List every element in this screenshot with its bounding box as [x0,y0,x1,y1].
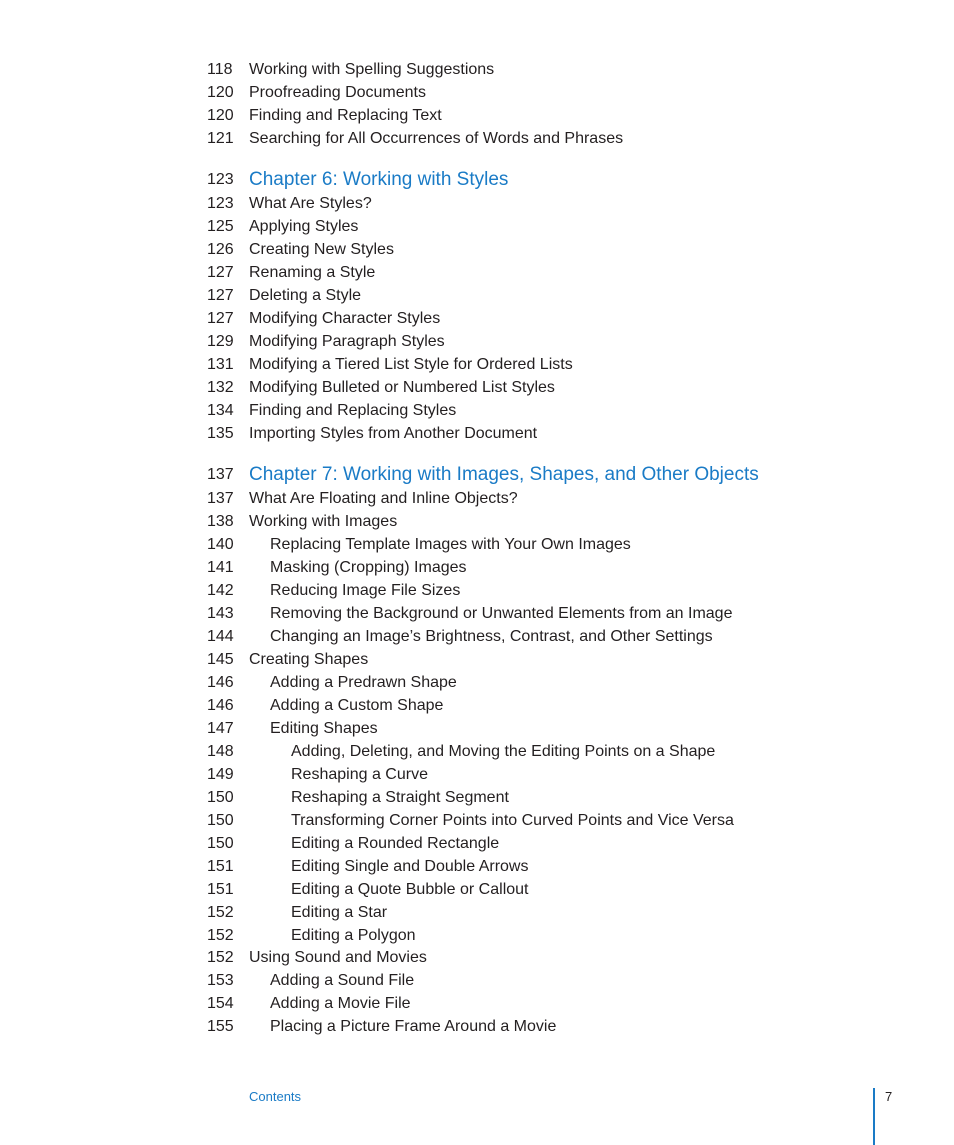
toc-entry-title: Working with Spelling Suggestions [249,61,495,78]
toc-page-number: 150 [207,812,234,829]
toc-entry-title: Changing an Image’s Brightness, Contrast, and Other Settings [270,628,713,645]
toc-entry-title: Editing a Rounded Rectangle [291,835,500,852]
toc-page-number: 126 [207,241,234,258]
toc-entry-title: Proofreading Documents [249,84,426,101]
toc-page-number: 118 [207,61,233,78]
toc-entry-title: Adding a Movie File [270,995,411,1012]
toc-entry-title: Adding a Sound File [270,972,415,989]
toc-entry-title: Reducing Image File Sizes [270,582,461,599]
toc-entry-title: What Are Floating and Inline Objects? [249,490,518,507]
toc-page-number: 147 [207,720,234,737]
toc-page-number: 131 [207,356,234,373]
footer-divider [873,1088,875,1145]
toc-entry-title: Masking (Cropping) Images [270,559,467,576]
toc-page-number: 143 [207,605,234,622]
toc-entry-title: Transforming Corner Points into Curved Points and Vice Versa [291,812,734,829]
toc-entry-title: Reshaping a Straight Segment [291,789,509,806]
toc-entry-title: Creating Shapes [249,651,369,668]
toc-entry-title: Creating New Styles [249,241,394,258]
toc-entry-title: Modifying a Tiered List Style for Ordered Lists [249,356,573,373]
toc-entry-title: Deleting a Style [249,287,362,304]
toc-page-number: 121 [207,130,234,147]
toc-page-number: 152 [207,927,234,944]
chapter-title: Chapter 6: Working with Styles [249,169,509,190]
toc-entry-title: Reshaping a Curve [291,766,428,783]
toc-entry-title: Searching for All Occurrences of Words and Phrases [249,130,624,147]
toc-page-number: 150 [207,835,234,852]
toc-page-number: 127 [207,264,234,281]
toc-entry-title: Adding, Deleting, and Moving the Editing Points on a Shape [291,743,716,760]
toc-entry-title: What Are Styles? [249,195,372,212]
footer-page-number: 7 [885,1089,893,1104]
toc-entry-title: Adding a Predrawn Shape [270,674,457,691]
toc-page-number: 141 [207,559,234,576]
toc-entry-title: Working with Images [249,513,398,530]
toc-page-number: 154 [207,995,234,1012]
toc-page-number: 146 [207,697,234,714]
toc-page-number: 138 [207,513,234,530]
toc-page-number: 137 [207,466,234,483]
toc-page-number: 120 [207,107,234,124]
toc-entry-title: Modifying Bulleted or Numbered List Styles [249,379,555,396]
toc-page-number: 145 [207,651,234,668]
toc-entry-title: Placing a Picture Frame Around a Movie [270,1018,557,1035]
toc-entry-title: Importing Styles from Another Document [249,425,538,442]
toc-page-number: 134 [207,402,234,419]
toc-page-number: 120 [207,84,234,101]
toc-entry-title: Editing a Quote Bubble or Callout [291,881,529,898]
toc-page-number: 135 [207,425,234,442]
toc-page-number: 129 [207,333,234,350]
toc-entry-title: Modifying Paragraph Styles [249,333,445,350]
toc-entry-title: Adding a Custom Shape [270,697,444,714]
toc-entry-title: Finding and Replacing Styles [249,402,457,419]
toc-page-number: 152 [207,949,234,966]
toc-entry-title: Finding and Replacing Text [249,107,442,124]
toc-page-number: 152 [207,904,234,921]
toc-page-number: 153 [207,972,234,989]
chapter-title: Chapter 7: Working with Images, Shapes, and Other Objects [249,464,759,485]
toc-page-number: 137 [207,490,234,507]
toc-page-number: 142 [207,582,234,599]
toc-page-number: 123 [207,171,234,188]
toc-page-number: 123 [207,195,234,212]
toc-page-number: 144 [207,628,234,645]
toc-page-number: 148 [207,743,234,760]
toc-page-number: 132 [207,379,234,396]
toc-entry-title: Editing Shapes [270,720,378,737]
footer-section-label: Contents [249,1089,302,1104]
toc-entry-title: Removing the Background or Unwanted Elements from an Image [270,605,733,622]
toc-page-number: 151 [207,881,234,898]
toc-page-number: 125 [207,218,234,235]
toc-page-number: 140 [207,536,234,553]
toc-page-number: 151 [207,858,234,875]
toc-entry-title: Editing Single and Double Arrows [291,858,529,875]
toc-page-number: 127 [207,310,234,327]
toc-entry-title: Renaming a Style [249,264,376,281]
toc-entry-title: Editing a Star [291,904,388,921]
toc-page-number: 127 [207,287,234,304]
toc-entry-title: Editing a Polygon [291,927,416,944]
toc-entry-title: Applying Styles [249,218,359,235]
toc-page-number: 146 [207,674,234,691]
toc-page-number: 150 [207,789,234,806]
toc-entry-title: Modifying Character Styles [249,310,441,327]
toc-entry-title: Using Sound and Movies [249,949,427,966]
toc-page-number: 149 [207,766,234,783]
toc-entry-title: Replacing Template Images with Your Own Images [270,536,631,553]
toc-page-number: 155 [207,1018,234,1035]
